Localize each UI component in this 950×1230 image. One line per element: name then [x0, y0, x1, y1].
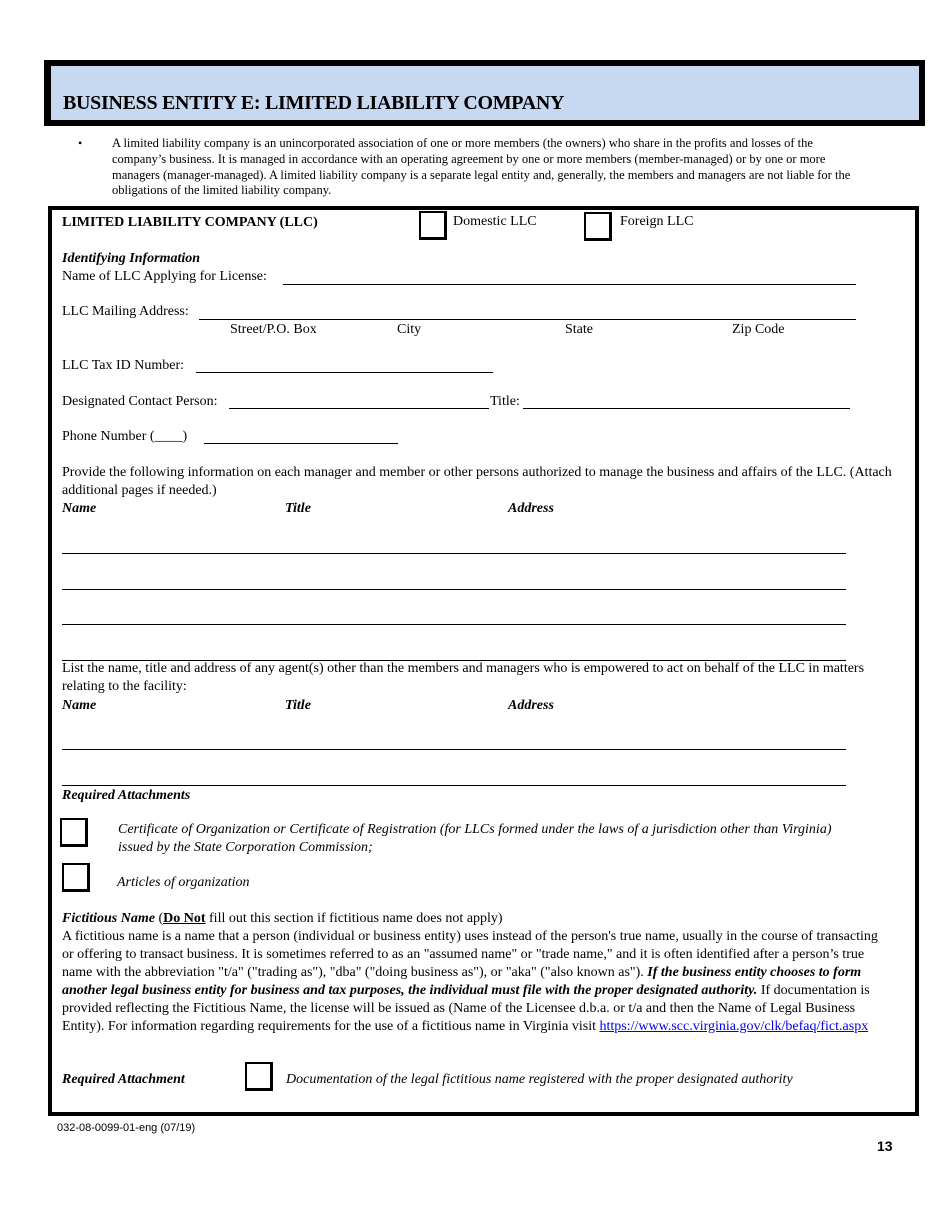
managers-col-name: Name: [62, 501, 97, 516]
page-number: 13: [877, 1138, 893, 1154]
fictitious-heading-line: [62, 910, 892, 928]
managers-instruction: Provide the following information on each manager and member or other persons authorized to manage the business and affairs of the LLC. (Attach additional pages if needed.): [62, 465, 892, 498]
phone-label: Phone Number (____): [62, 429, 188, 444]
fictitious-heading-rest: fill out this section if fictitious name does not apply): [205, 911, 503, 926]
fictitious-body-text: A fictitious name is a name that a person (individual or business entity) uses instead of the person's true name, usually in the course of transacting or offering to transact business. It is sometimes referred to as an "assumed name" or "trade name," and it is often identified after a person’s true name with the abbreviation "t/a" ("trading as"), "dba" ("doing business as"), or "aka" ("also known as").: [62, 929, 878, 980]
fictitious-body: [62, 928, 884, 1036]
intro-paragraph: [78, 136, 866, 199]
street-caption: Street/P.O. Box: [230, 322, 317, 337]
contact-person-field[interactable]: [229, 408, 489, 409]
agent-row-line[interactable]: [62, 785, 846, 786]
llc-name-field[interactable]: [283, 284, 856, 285]
agents-col-title: Title: [285, 698, 311, 713]
certificate-label: Certificate of Organization or Certificate of Registration (for LLCs formed under the laws of a jurisdiction other than Virginia) issued by the State Corporation Commission;: [118, 822, 832, 855]
contact-person-label: Designated Contact Person:: [62, 394, 218, 409]
intro-text: A limited liability company is an unincorporated association of one or more members (the owners) who share in the profits and losses of the company’s business. It is managed in accordance with an operating agreement by one or more members (member-managed) or by one or more managers (manager-managed). A limited liability company is a separate legal entity and, generally, the members and managers are not liable for the obligations of the limited liability company.: [112, 136, 851, 198]
attachments-heading: Required Attachments: [62, 788, 191, 803]
section-title: BUSINESS ENTITY E: LIMITED LIABILITY COMPANY: [63, 92, 565, 114]
foreign-llc-checkbox[interactable]: [584, 212, 612, 241]
fictitious-emphasis: If the business entity chooses to form another legal business entity for business and tax purposes, the individual must file with the proper designated authority.: [62, 965, 862, 998]
articles-checkbox[interactable]: [62, 863, 90, 892]
fictitious-doc-checkbox[interactable]: [245, 1062, 273, 1091]
manager-row-line[interactable]: [62, 553, 846, 554]
agents-col-name: Name: [62, 698, 97, 713]
articles-label: Articles of organization: [117, 875, 250, 890]
section-title-bar: [44, 60, 925, 126]
llc-name-label: Name of LLC Applying for License:: [62, 269, 267, 284]
domestic-llc-label: Domestic LLC: [453, 214, 537, 229]
agents-instruction: List the name, title and address of any agent(s) other than the members and managers who is empowered to act on behalf of the LLC in matters relating to the facility:: [62, 661, 865, 694]
tax-id-label: LLC Tax ID Number:: [62, 358, 185, 373]
certificate-checkbox[interactable]: [60, 818, 88, 847]
mailing-address-label: LLC Mailing Address:: [62, 304, 189, 319]
managers-col-title: Title: [285, 501, 311, 516]
manager-row-line[interactable]: [62, 589, 846, 590]
fictitious-req-text: Documentation of the legal fictitious name registered with the proper designated authority: [286, 1072, 793, 1087]
managers-col-address: Address: [508, 501, 554, 516]
scc-link[interactable]: https://www.scc.virginia.gov/clk/befaq/fict.aspx: [599, 1019, 869, 1034]
phone-field[interactable]: [204, 443, 398, 444]
manager-row-line[interactable]: [62, 624, 846, 625]
fictitious-body-text2: If documentation is provided reflecting the Fictitious Name, the license will be issued as (Name of the Licensee d.b.a. or t/a and then the Name of Legal Business Entity). For information regarding requirements for the use of a fictitious name in Virginia visit: [62, 983, 870, 1034]
fictitious-heading: Fictitious Name: [62, 911, 155, 926]
contact-title-label: Title:: [490, 394, 520, 409]
do-not-text: Do Not: [163, 911, 206, 926]
fictitious-req-label: Required Attachment: [62, 1072, 185, 1087]
state-caption: State: [565, 322, 593, 337]
mailing-address-field[interactable]: [199, 319, 856, 320]
bullet-icon: •: [78, 136, 83, 150]
zip-caption: Zip Code: [732, 322, 785, 337]
contact-title-field[interactable]: [523, 408, 850, 409]
foreign-llc-label: Foreign LLC: [620, 214, 694, 229]
agent-row-line[interactable]: [62, 749, 846, 750]
fictitious-paren: (: [154, 911, 164, 926]
domestic-llc-checkbox[interactable]: [419, 211, 447, 240]
agents-col-address: Address: [508, 698, 554, 713]
identifying-heading: Identifying Information: [62, 251, 201, 266]
form-code: 032-08-0099-01-eng (07/19): [57, 1122, 196, 1134]
city-caption: City: [397, 322, 422, 337]
tax-id-field[interactable]: [196, 372, 493, 373]
llc-heading: LIMITED LIABILITY COMPANY (LLC): [62, 215, 318, 230]
